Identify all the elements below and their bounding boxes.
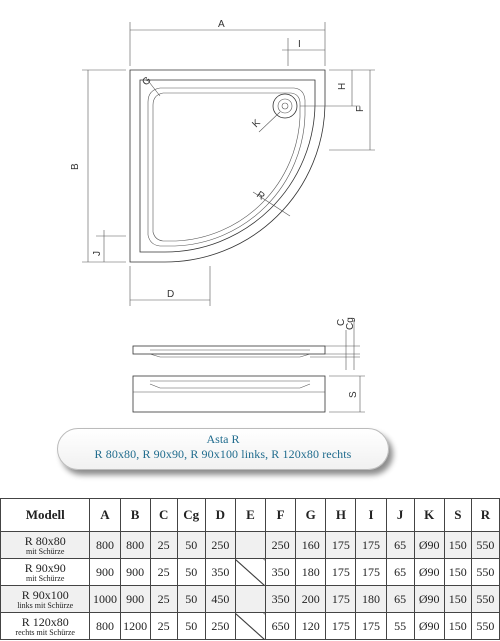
model-cell: R 80x80 mit Schürze bbox=[1, 532, 90, 559]
value-cell: 120 bbox=[296, 613, 326, 640]
table-row bbox=[1, 532, 500, 559]
value-cell: 550 bbox=[471, 559, 499, 586]
label-cg: Cg bbox=[345, 317, 356, 330]
header-k: K bbox=[414, 499, 444, 532]
label-i: I bbox=[298, 39, 301, 50]
value-cell: Ø90 bbox=[414, 532, 444, 559]
header-a: A bbox=[90, 499, 120, 532]
value-cell: Ø90 bbox=[414, 559, 444, 586]
value-cell: 180 bbox=[296, 559, 326, 586]
header-c: C bbox=[150, 499, 177, 532]
model-banner bbox=[57, 428, 389, 470]
value-cell: 150 bbox=[444, 613, 471, 640]
value-cell: 350 bbox=[266, 559, 296, 586]
label-h: H bbox=[337, 82, 348, 90]
value-cell: 65 bbox=[386, 532, 414, 559]
value-cell: 55 bbox=[386, 613, 414, 640]
label-d: D bbox=[167, 289, 175, 300]
table-row bbox=[1, 559, 500, 586]
side-view-apron bbox=[133, 376, 365, 412]
value-cell: 160 bbox=[296, 532, 326, 559]
dimension-i bbox=[282, 38, 325, 66]
dimension-j bbox=[92, 230, 126, 262]
header-g: G bbox=[296, 499, 326, 532]
value-cell: 175 bbox=[356, 532, 386, 559]
value-cell: 65 bbox=[386, 586, 414, 613]
value-cell: 175 bbox=[326, 613, 356, 640]
header-j: J bbox=[386, 499, 414, 532]
value-cell: Ø90 bbox=[414, 586, 444, 613]
value-cell: 175 bbox=[326, 532, 356, 559]
value-cell: 175 bbox=[356, 613, 386, 640]
value-cell: 800 bbox=[90, 613, 120, 640]
header-h: H bbox=[326, 499, 356, 532]
model-cell: R 90x100 links mit Schürze bbox=[1, 586, 90, 613]
side-view-tray bbox=[133, 317, 360, 370]
value-cell: 25 bbox=[150, 532, 177, 559]
label-b: B bbox=[70, 163, 81, 170]
header-b: B bbox=[120, 499, 150, 532]
dimension-d bbox=[130, 266, 210, 306]
value-cell: 50 bbox=[177, 559, 205, 586]
value-cell: 65 bbox=[386, 559, 414, 586]
value-cell: 50 bbox=[177, 613, 205, 640]
header-modell: Modell bbox=[1, 499, 90, 532]
value-cell: 350 bbox=[205, 559, 235, 586]
value-cell: 550 bbox=[471, 613, 499, 640]
value-cell: 450 bbox=[205, 586, 235, 613]
header-r: R bbox=[471, 499, 499, 532]
value-cell: 175 bbox=[356, 559, 386, 586]
label-a: A bbox=[218, 19, 225, 30]
table-row bbox=[1, 586, 500, 613]
header-f: F bbox=[266, 499, 296, 532]
value-cell: 900 bbox=[120, 586, 150, 613]
empty-e-cell bbox=[235, 613, 265, 640]
header-e: E bbox=[235, 499, 265, 532]
header-s: S bbox=[444, 499, 471, 532]
value-cell: 50 bbox=[177, 586, 205, 613]
value-cell: 150 bbox=[444, 559, 471, 586]
dimension-h-f bbox=[300, 70, 375, 150]
value-cell: 1000 bbox=[90, 586, 120, 613]
label-r: R bbox=[254, 189, 267, 203]
value-cell: 1200 bbox=[120, 613, 150, 640]
table-row bbox=[1, 613, 500, 640]
model-cell: R 90x90 mit Schürze bbox=[1, 559, 90, 586]
value-cell: 175 bbox=[326, 586, 356, 613]
value-cell: 900 bbox=[90, 559, 120, 586]
value-cell: 550 bbox=[471, 532, 499, 559]
header-cg: Cg bbox=[177, 499, 205, 532]
value-cell: 650 bbox=[266, 613, 296, 640]
label-c: C bbox=[336, 318, 347, 326]
dimension-table bbox=[0, 498, 500, 640]
value-cell: 250 bbox=[205, 532, 235, 559]
label-s: S bbox=[348, 391, 359, 398]
value-cell: 175 bbox=[326, 559, 356, 586]
label-g: G bbox=[140, 74, 154, 89]
value-cell: 900 bbox=[120, 559, 150, 586]
value-cell: 150 bbox=[444, 586, 471, 613]
value-cell: 350 bbox=[266, 586, 296, 613]
value-cell: 25 bbox=[150, 613, 177, 640]
model-cell: R 120x80 rechts mit Schürze bbox=[1, 613, 90, 640]
leaders bbox=[140, 75, 290, 216]
label-k: K bbox=[250, 117, 263, 131]
tray-top-view bbox=[130, 70, 325, 262]
table-header-row bbox=[1, 499, 500, 532]
dimension-b bbox=[70, 70, 126, 262]
label-j: J bbox=[92, 251, 103, 256]
empty-e-cell bbox=[235, 532, 265, 559]
empty-e-cell bbox=[235, 586, 265, 613]
value-cell: 25 bbox=[150, 559, 177, 586]
dimension-a bbox=[130, 19, 325, 66]
value-cell: Ø90 bbox=[414, 613, 444, 640]
empty-e-cell bbox=[235, 559, 265, 586]
banner-title: Asta R bbox=[206, 432, 240, 446]
header-i: I bbox=[356, 499, 386, 532]
value-cell: 800 bbox=[90, 532, 120, 559]
value-cell: 200 bbox=[296, 586, 326, 613]
value-cell: 250 bbox=[205, 613, 235, 640]
value-cell: 250 bbox=[266, 532, 296, 559]
value-cell: 550 bbox=[471, 586, 499, 613]
value-cell: 800 bbox=[120, 532, 150, 559]
label-f: F bbox=[355, 105, 366, 112]
value-cell: 50 bbox=[177, 532, 205, 559]
value-cell: 150 bbox=[444, 532, 471, 559]
value-cell: 180 bbox=[356, 586, 386, 613]
header-d: D bbox=[205, 499, 235, 532]
banner-models: R 80x80, R 90x90, R 90x100 links, R 120x80 rechts bbox=[94, 447, 352, 461]
value-cell: 25 bbox=[150, 586, 177, 613]
